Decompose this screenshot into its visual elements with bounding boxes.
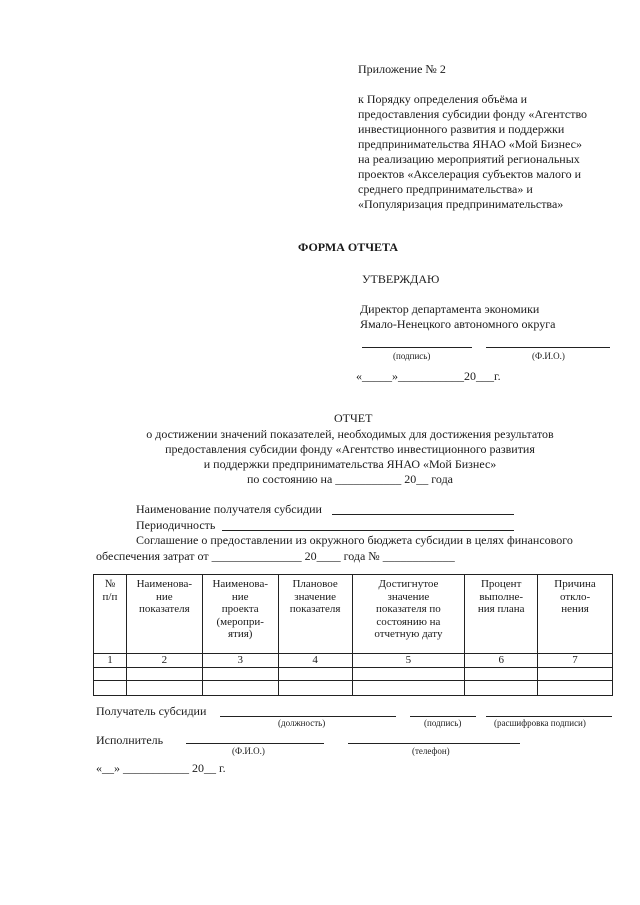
header-text: Наименова- [212,578,268,590]
table-row [94,667,613,680]
table-cell[interactable] [538,667,613,680]
column-number: 6 [465,654,538,668]
header-text: показателя [289,603,341,615]
table-cell[interactable] [202,680,278,695]
report-line: и поддержки предпринимательства ЯНАО «Мой Бизнес» [203,457,497,471]
header-text: Процент [480,578,522,590]
agreement-line2: обеспечения затрат от _______________ 20____ года № ____________ [96,549,455,563]
table-cell[interactable] [352,680,465,695]
footer-phone-caption: (телефон) [412,746,450,756]
column-number: 2 [126,654,202,668]
annex-line: среднего предпринимательства» и [358,182,533,196]
annex-line: проектов «Акселерация субъектов малого и [358,167,582,181]
header-text: значение [294,590,336,603]
header-text: Наименова- [136,578,193,590]
header-text: нения [561,603,589,615]
header-cell-indicator [126,575,202,654]
table-cell[interactable] [94,667,127,680]
approve-fio-line [486,347,610,348]
annex-line: «Популяризация предпринимательства» [358,197,564,211]
report-line: по состоянию на ___________ 20__ года [246,472,453,486]
annex-title: Приложение № 2 [358,62,446,76]
table-cell[interactable] [278,680,352,695]
report-subtitle [100,427,600,487]
footer-fio-line [186,743,324,744]
footer-position-line [220,716,396,717]
column-number: 3 [202,654,278,668]
footer-signature-caption: (подпись) [424,718,462,728]
footer-phone-line [348,743,520,744]
approve-signature-caption: (подпись) [393,351,431,361]
table-cell[interactable] [465,680,538,695]
approve-fio-caption: (Ф.И.О.) [532,351,565,361]
header-text: Достигнутое [378,578,439,590]
footer-fio-caption: (Ф.И.О.) [232,746,265,756]
annex-line: предпринимательства ЯНАО «Мой Бизнес» [358,137,582,151]
header-text: выполне- [479,590,524,603]
approve-signature-line [362,347,472,348]
table-row [94,680,613,695]
header-text: п/п [102,590,118,603]
header-text: показателя [139,603,190,615]
annex-line: инвестиционного развития и поддержки [358,122,565,136]
table-number-row [94,654,613,668]
recipient-label: Наименование получателя субсидии [136,502,322,516]
header-text: (меропри- [216,615,264,628]
header-text: ятия) [227,628,253,640]
footer-executor-label: Исполнитель [96,733,164,747]
approve-position-line2: Ямало-Ненецкого автономного округа [360,317,556,331]
report-table [93,574,613,696]
column-number: 5 [352,654,465,668]
table-cell[interactable] [278,667,352,680]
report-heading: ОТЧЕТ [334,411,373,425]
table-cell[interactable] [126,667,202,680]
header-text: значение [387,590,430,603]
table-cell[interactable] [465,667,538,680]
header-text: показателя по [376,603,441,615]
annex-line: предоставления субсидии фонду «Агентство [358,107,588,121]
header-cell-planned [278,575,352,654]
table-header-row [94,575,613,654]
approve-heading: УТВЕРЖДАЮ [362,272,440,286]
footer-decode-line [486,716,612,717]
column-number: 4 [278,654,352,668]
header-text: Плановое [292,578,338,590]
report-line: о достижении значений показателей, необходимых для достижения результатов [146,427,554,441]
column-number: 1 [94,654,127,668]
approve-position-line1: Директор департамента экономики [360,302,540,316]
footer-date-line: «__» ___________ 20__ г. [96,761,226,775]
form-title: ФОРМА ОТЧЕТА [298,240,399,254]
header-text: ние [231,590,249,603]
header-text: отчетную дату [374,628,443,640]
report-line: предоставления субсидии фонду «Агентство инвестиционного развития [165,442,535,456]
footer-decode-caption: (расшифровка подписи) [494,718,586,728]
header-text: № [104,578,116,590]
footer-recipient-label: Получатель субсидии [96,704,207,718]
header-cell-percent [465,575,538,654]
annex-text [358,92,587,212]
footer-signature-line [410,716,476,717]
table-cell[interactable] [538,680,613,695]
header-text: откло- [559,590,591,603]
annex-line: к Порядку определения объёма и [358,92,528,106]
table-cell[interactable] [94,680,127,695]
approve-date-line: «_____»___________20___г. [356,369,501,383]
header-cell-project [202,575,278,654]
annex-line: на реализацию мероприятий региональных [358,152,580,166]
header-text: ния плана [477,603,525,615]
header-cell-reason [538,575,613,654]
periodicity-label: Периодичность [136,518,216,532]
column-number: 7 [538,654,613,668]
agreement-line1: Соглашение о предоставлении из окружного бюджета субсидии в целях финансового [136,533,573,547]
header-text: Причина [554,578,596,590]
table-cell[interactable] [202,667,278,680]
header-text: состоянию на [376,615,441,628]
table-cell[interactable] [352,667,465,680]
header-text: проекта [221,603,259,615]
recipient-line [332,514,514,515]
header-cell-number [94,575,127,654]
periodicity-line [222,530,514,531]
header-text: ние [156,590,173,603]
table-cell[interactable] [126,680,202,695]
footer-position-caption: (должность) [278,718,326,728]
header-cell-achieved [352,575,465,654]
